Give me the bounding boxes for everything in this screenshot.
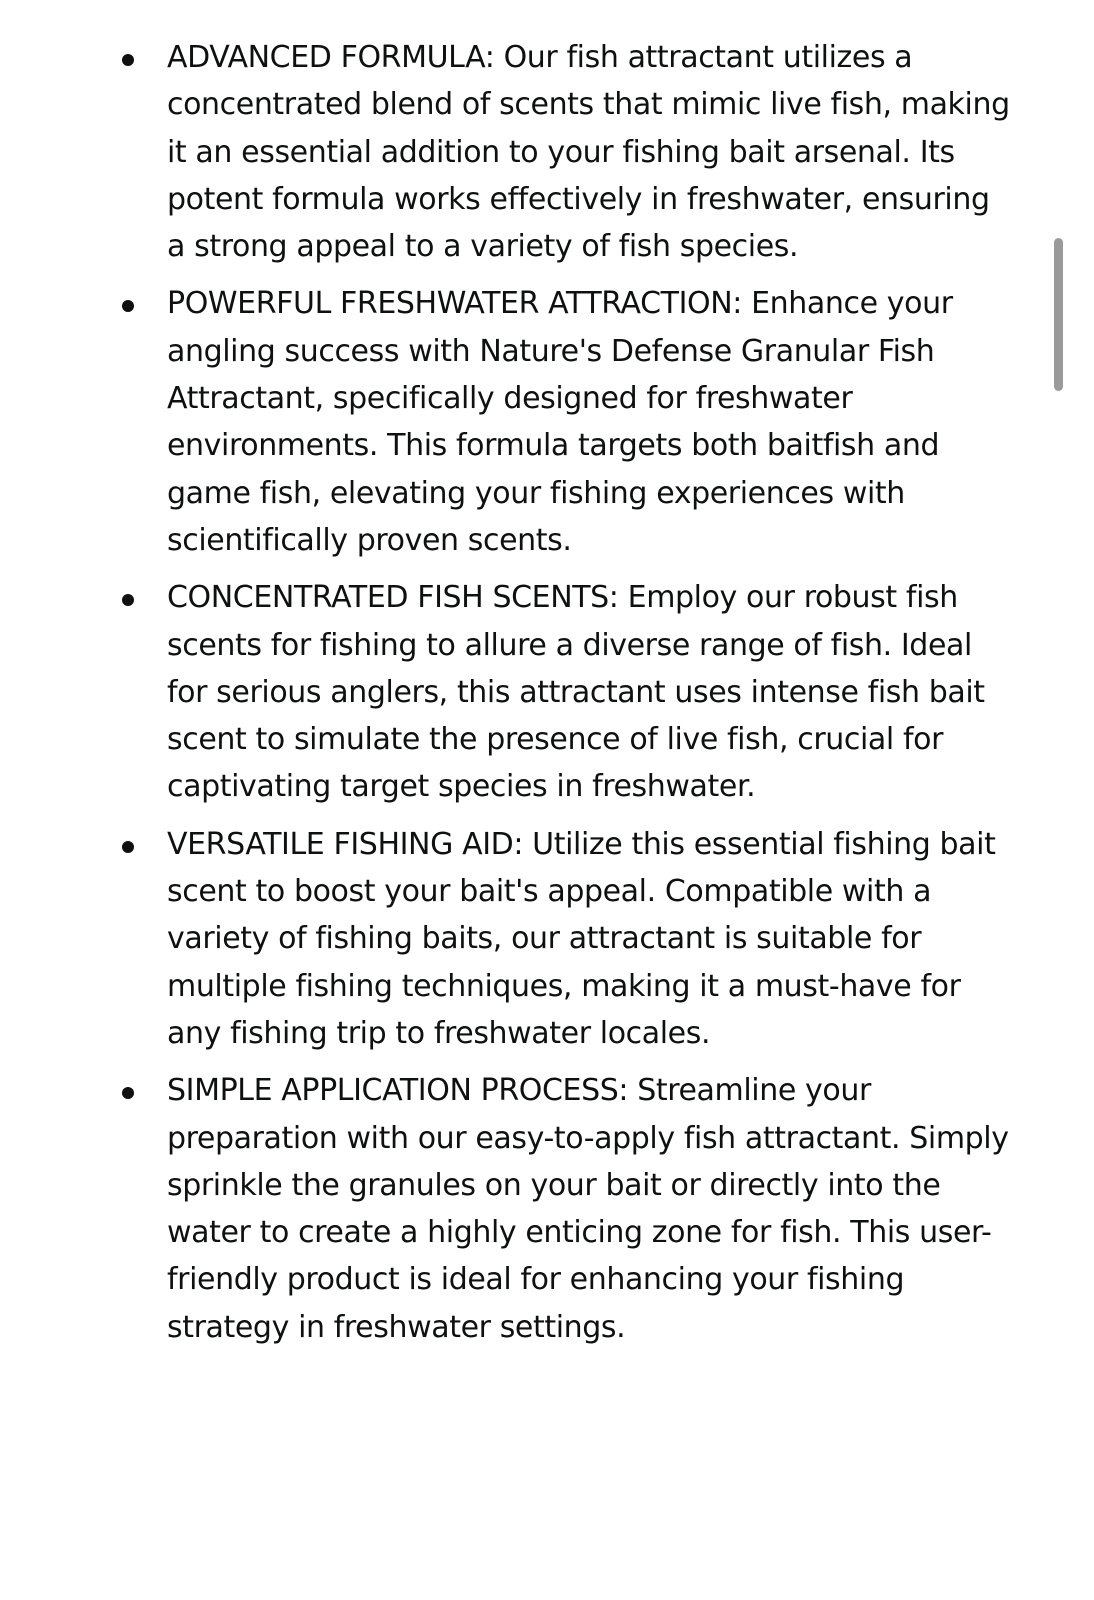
feature-bullet-text: ADVANCED FORMULA: Our fish attractant utilizes a concentrated blend of scents that mimic live fish, making it an essential addition to your fishing bait arsenal. Its potent formula works effectively in freshwater, ensuring a strong appeal to a variety of fish species.	[167, 40, 1010, 265]
feature-bullet-text: CONCENTRATED FISH SCENTS: Employ our robust fish scents for fishing to allure a diverse range of fish. Ideal for serious anglers, this attractant uses intense fish bait scent to simulate the presence of live fish, crucial for captivating target species in freshwater.	[167, 580, 985, 805]
feature-bullet-advanced-formula	[0, 34, 1010, 270]
bullet-dot-icon	[122, 841, 134, 853]
feature-bullet-versatile-aid	[0, 821, 1010, 1057]
feature-bullet-text: SIMPLE APPLICATION PROCESS: Streamline your preparation with our easy-to-apply fish attractant. Simply sprinkle the granules on your bait or directly into the water to create a highly enticing zone for fish. This user-friendly product is ideal for enhancing your fishing strategy in freshwater settings.	[167, 1073, 1009, 1345]
bullet-dot-icon	[122, 1087, 134, 1099]
bullet-dot-icon	[122, 594, 134, 606]
feature-bullet-text: VERSATILE FISHING AID: Utilize this essential fishing bait scent to boost your bait's appeal. Compatible with a variety of fishing baits, our attractant is suitable for multiple fishing techniques, making it a must-have for any fishing trip to freshwater locales.	[167, 826, 996, 1051]
bullet-dot-icon	[122, 300, 134, 312]
feature-bullet-concentrated-scents	[0, 574, 1010, 810]
feature-bullet-freshwater-attraction	[0, 280, 1010, 564]
bullet-dot-icon	[122, 54, 134, 66]
feature-bullet-text: POWERFUL FRESHWATER ATTRACTION: Enhance your angling success with Nature's Defense Granular Fish Attractant, specifically designed for freshwater environments. This formula targets both baitfish and game fish, elevating your fishing experiences with scientifically proven scents.	[167, 286, 953, 558]
product-feature-bullets	[0, 34, 1094, 1361]
feature-bullet-simple-application	[0, 1067, 1010, 1351]
vertical-scrollbar-thumb[interactable]	[1054, 238, 1063, 391]
